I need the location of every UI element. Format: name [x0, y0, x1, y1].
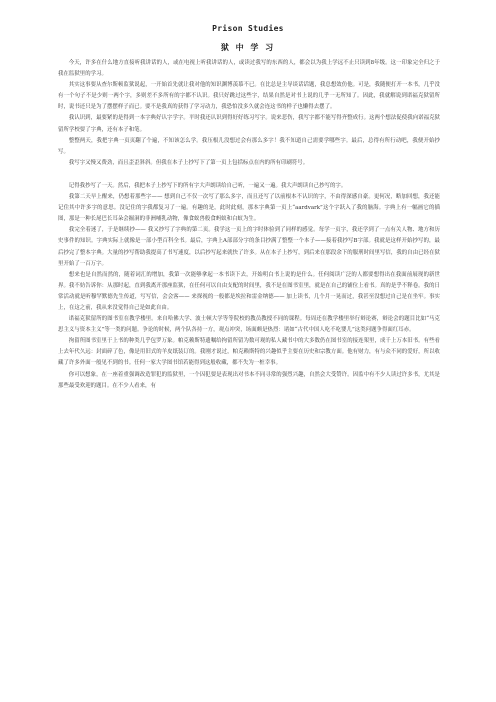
paragraph: 我完全着迷了，于是继续抄—— 我又抄写了字典的第二页。我学这一页上的字时体验到了同样的感觉。每学一页字，我还学到了一点有关人物、地方和历史事件的知识。字典实际上就像是一部小型百科全书。最后，字典上A部部分字的条目抄满了整整一个本子——接着我抄写B字部。我就是这样开始抄写的，最后抄完了整本字典。大量的抄写帮助我提高了书写速度，以后抄写起来就快了许多。从在本子上抄写，到后来在那段余下的服刑时间里写信，我的自由已经在狱里开始了一百万字。 [58, 227, 440, 267]
paragraph: 我认识到，最要紧的是得到一本字典好认字学字。平时我还认识到得好好练习写字。说来悲伤，我写字都不能写得齐整成行。这两个想法促使我向诺福克狱留所学校要了字典，还有本子和笔。 [58, 115, 440, 133]
paragraph: 想来也是自然而然的，随着词汇的增加，我第一次能够拿起一本书读下去，开始明白书上说的是什么。任何阅读广泛的人都要想得出在我面前展现的新世界。我不妨告诉你：从那时起，直到我离开那座监狱，在任何可以自由支配的时间里，我不是在图书室里，就是在自己的铺位上看书。真的是乎不释卷。我的日常活动就是听穆罕默德先生传道，写写信，会会客—— 来探视的一般都是埃拉和雷金纳德—— 加上读书，几个月一晃而过，我甚至没想过自己是在坐牢。事实上，在这之前，我从来没觉得自己是如此自由。 [58, 271, 440, 311]
paragraph: 你可以想象，在一座着重强调改造罪犯的监狱里，一个囚犯要是表现出对书本不同寻常的强烈兴趣，自然会大受赞许。因监中有不少人读过许多书，尤其是那些最受欢迎的题目。在不少人看来，有 [58, 371, 440, 389]
paragraph: 整整两天，我把字典一页页翻了个遍，不知该怎么学。我压根儿没想过会有那么多字！我不知道自己需要学哪些字。最后，总得有所行动吧，我便开始抄写。 [58, 137, 440, 155]
doc-title: Prison Studies [212, 24, 284, 33]
paragraph: 诺福克狱留所的图书室在教学楼里。来自哈佛大学、波士顿大学等等院校的教员教授不同的课程。每周还在教学楼里举行辩论赛，辩论会的题目比如“马克思主义与资本主义”等一类的问题。争论的时候，两个队各持一方，观点冲突，场面颇是热烈：诸如“古代中国人吃不吃婴儿”这类问题争得面红耳赤。 [58, 316, 440, 334]
paragraph: 其实这事要从查尔斯顿监狱说起，一开始首先就让我对他的知识渊博羡慕不已。在比总是主导谈话话题，我总想效仿他。可是，我随便打开一本书，几乎没有一个句子不是少则一两个字，多则差不多所有的字都不认识。我只好跳过这些字，结果自然是对书上说的几乎一无所知了。因此，我就解说到诺福克狱留所时，说书还只是为了摆摆样子而已。要不是我真的获得了学习动力，我恐怕没多久就会连这书的样子也懒得去摆了。 [58, 82, 440, 111]
doc-subtitle: 狱 中 学 习 [220, 43, 276, 52]
paragraph: 我写字又慢又费劲，而且歪歪斜斜。但我在本子上抄写下了第一页上包括标点在内的所有印刷符号。 [68, 159, 309, 166]
paragraph: 拘留所图书室里于上书的种类几乎包罗万象。帕克赖斯特遗嘱给拘留所留为数可观的私人藏书中的大多数仍在图书室的接连架里，成千上万本旧书。有些看上去年代久远：封面碎了色，像是用旧式的羊皮纸装订的。我刚才说过，帕克赖斯特的兴趣似乎主要在历史和宗教方面。他有财力，有与众不同的爱好，所以收藏了许多外面一般见不到的书。任何一家大学图书馆若能得到这般收藏，都不失为一桩幸事。 [58, 338, 440, 367]
paragraph: 记得我抄写了一天。然后，我把本子上抄写下的所有字大声朗读给自己听，一遍又一遍。我大声朗读自己抄写的字。 [68, 182, 347, 189]
doc-body [58, 58, 440, 392]
section-gap [58, 169, 440, 181]
paragraph: 今天，许多在什么地方直接听我讲话的人，或在电视上听我讲话的人，或读过我写的东西的人，都会以为我上学远不止只读到8年级。这一印象完全归之于我在监狱里的学习。 [58, 60, 440, 78]
paragraph: 我第二天早上醒来，仍想着那些字—— 想到自己不仅一次写了那么多字，而且还写了以前根本不认识的字，不由得深感自豪。更何况，略加回想，我还能记住其中许多字的意思。没记住的字我都复习了一遍。有趣的是，此时此刻，那本字典第一页上“aardvark”这个字跃入了我的脑海。字典上有一幅画它的插图，那是一种长尾巴长耳朵会掘洞的非洲哺乳动物，像食蚁兽般食蚂蚁和白蚁为生。 [58, 194, 440, 223]
